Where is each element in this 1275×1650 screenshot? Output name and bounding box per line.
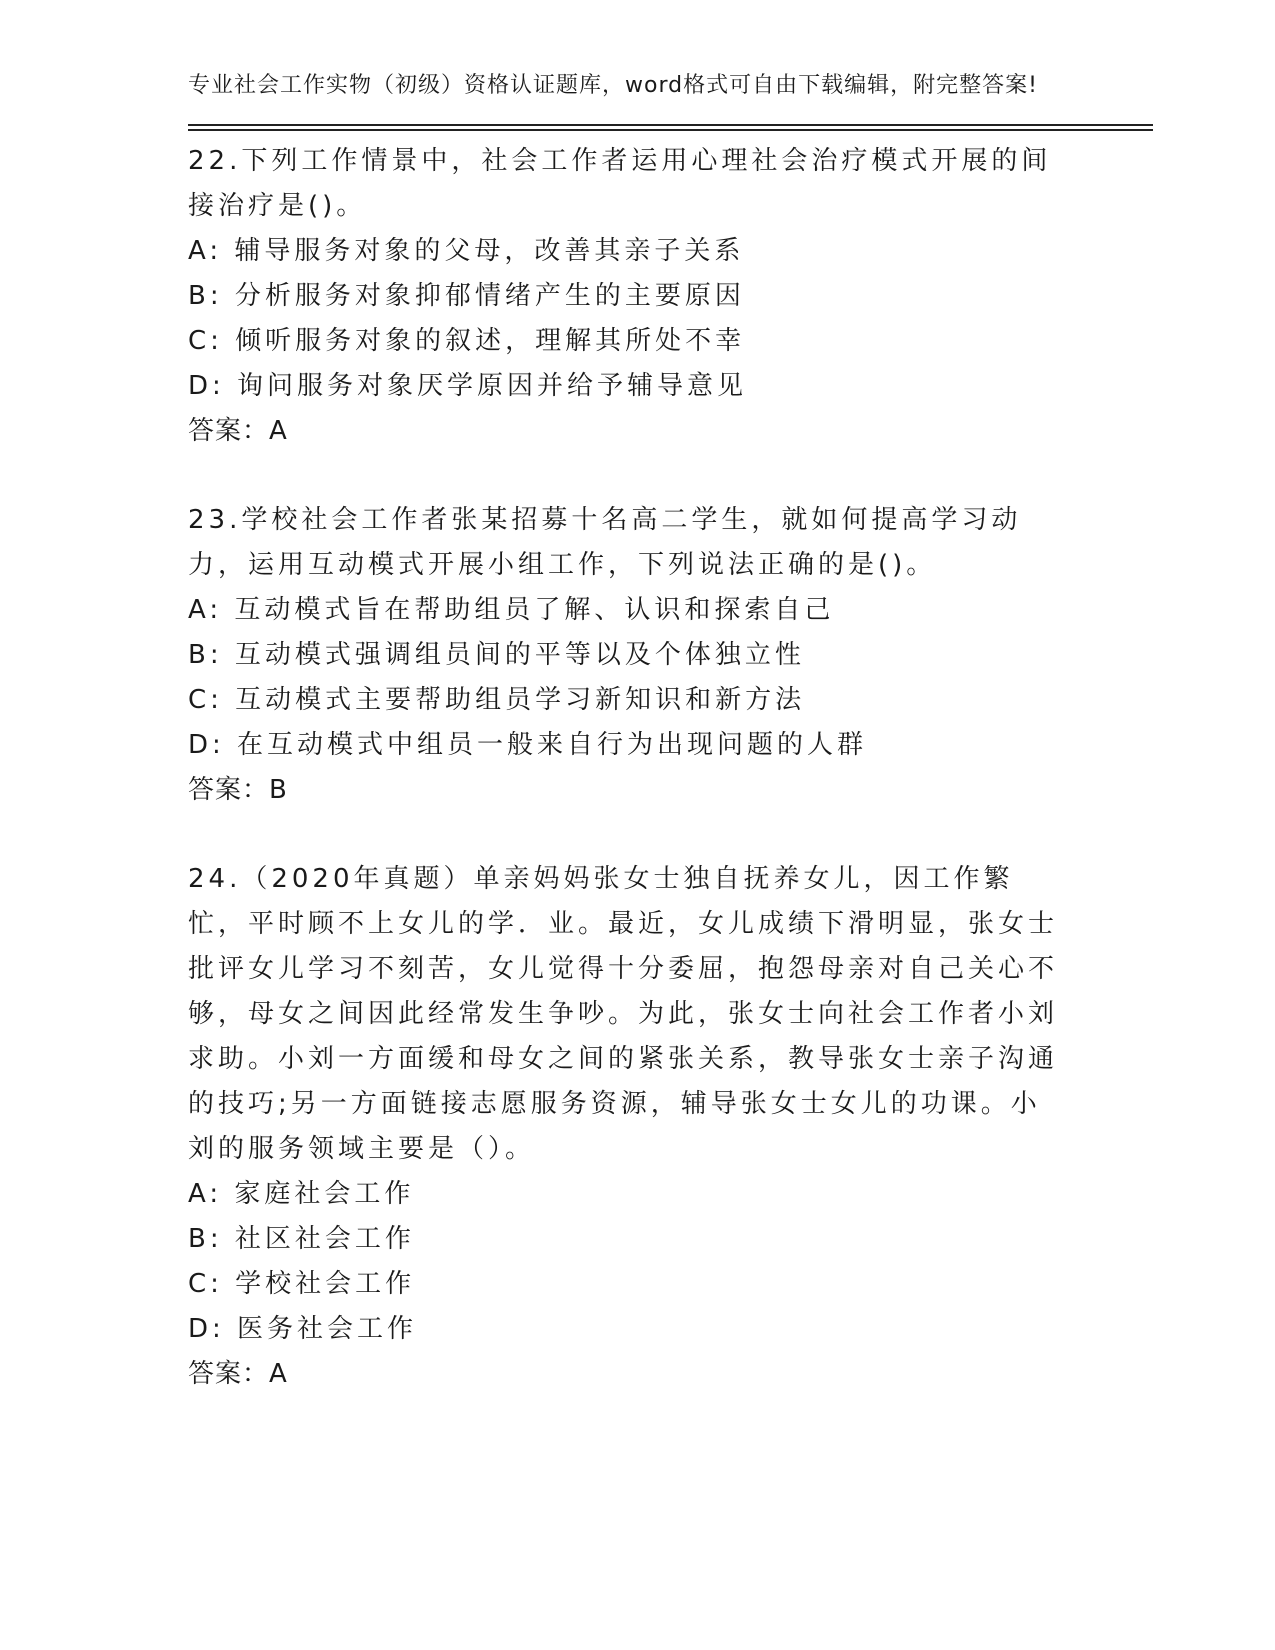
option-c: C: 学校社会工作 <box>188 1269 416 1299</box>
question-23 <box>188 498 1088 813</box>
document-header: 专业社会工作实物（初级）资格认证题库，word格式可自由下载编辑，附完整答案! <box>188 73 1038 98</box>
option-a: A: 家庭社会工作 <box>188 1179 415 1209</box>
option-b: B: 社区社会工作 <box>188 1224 415 1254</box>
question-stem: 23.学校社会工作者张某招募十名高二学生，就如何提高学习动力，运用互动模式开展小组工作，下列说法正确的是()。 <box>188 505 1022 580</box>
option-d: D: 询问服务对象厌学原因并给予辅导意见 <box>188 371 748 401</box>
question-spacer <box>188 813 1088 857</box>
option-d: D: 在互动模式中组员一般来自行为出现问题的人群 <box>188 730 868 760</box>
question-list <box>188 139 1088 1397</box>
option-a: A: 辅导服务对象的父母，改善其亲子关系 <box>188 236 745 266</box>
option-c: C: 互动模式主要帮助组员学习新知识和新方法 <box>188 685 806 715</box>
answer-line: 答案：B <box>188 775 288 805</box>
question-stem: 22.下列工作情景中，社会工作者运用心理社会治疗模式开展的间接治疗是()。 <box>188 146 1052 221</box>
divider-line-bottom <box>188 129 1153 131</box>
question-spacer <box>188 454 1088 498</box>
question-stem: 24.（2020年真题）单亲妈妈张女士独自抚养女儿，因工作繁忙，平时顾不上女儿的学．业。最近，女儿成绩下滑明显，张女士批评女儿学习不刻苦，女儿觉得十分委屈，抱怨母亲对自己关心不够，母女之间因此经常发生争吵。为此，张女士向社会工作者小刘求助。小刘一方面缓和母女之间的紧张关系，教导张女士亲子沟通的技巧;另一方面链接志愿服务资源，辅导张女士女儿的功课。小刘的服务领域主要是（）。 <box>188 864 1059 1164</box>
question-22 <box>188 139 1088 454</box>
document-page <box>188 70 1088 1397</box>
option-a: A: 互动模式旨在帮助组员了解、认识和探索自己 <box>188 595 835 625</box>
header-divider <box>188 124 1153 131</box>
option-b: B: 分析服务对象抑郁情绪产生的主要原因 <box>188 281 745 311</box>
question-24 <box>188 857 1088 1397</box>
answer-line: 答案：A <box>188 1359 288 1389</box>
answer-line: 答案：A <box>188 416 288 446</box>
option-c: C: 倾听服务对象的叙述，理解其所处不幸 <box>188 326 746 356</box>
option-d: D: 医务社会工作 <box>188 1314 418 1344</box>
divider-line-top <box>188 124 1153 126</box>
option-b: B: 互动模式强调组员间的平等以及个体独立性 <box>188 640 805 670</box>
